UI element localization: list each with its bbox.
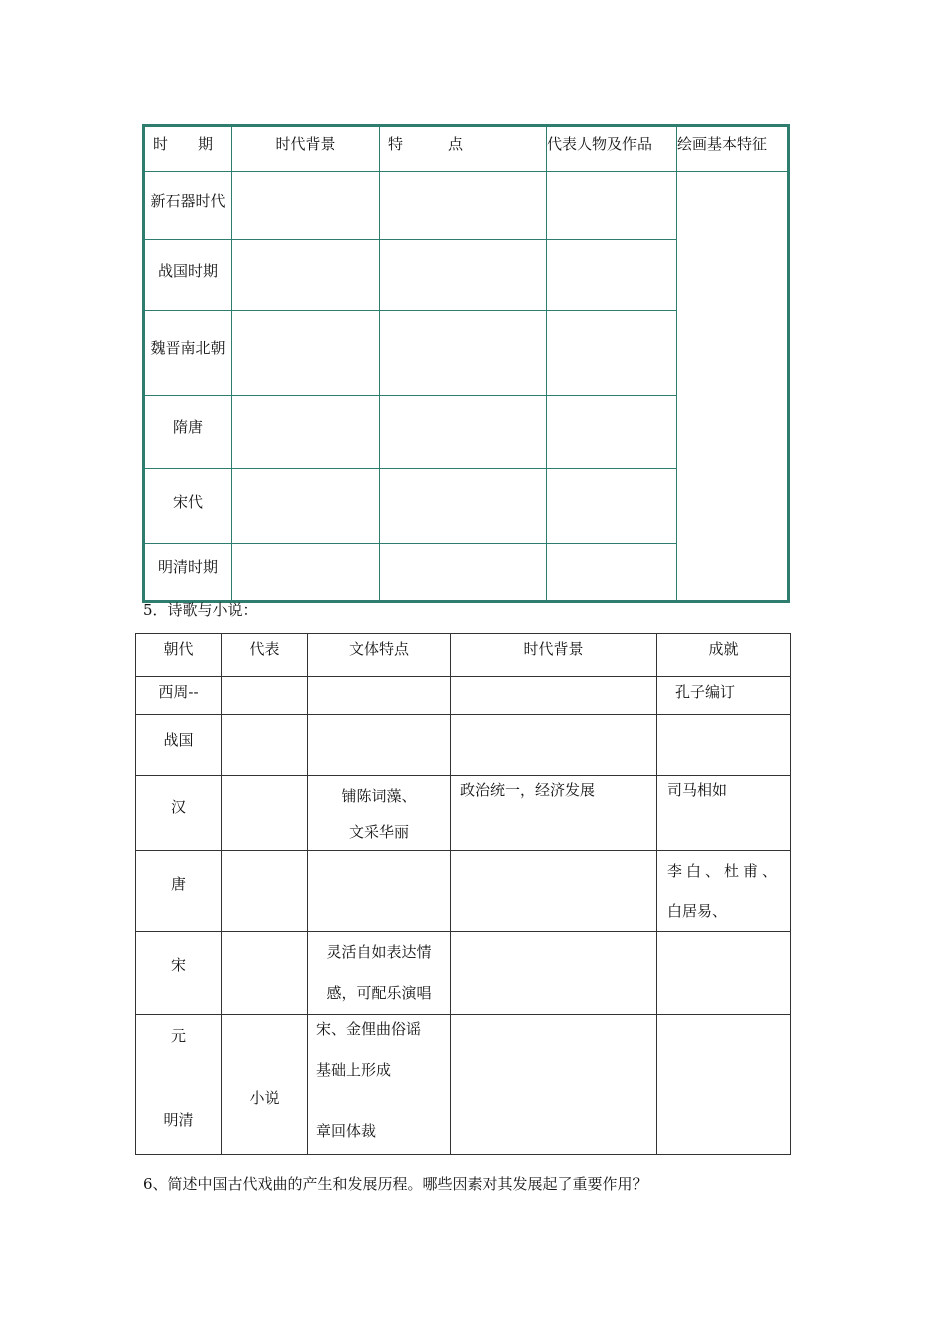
table-row (136, 677, 791, 715)
style-line: 灵活自如表达情 (326, 943, 432, 961)
header-features: 特 点 (380, 126, 547, 172)
style-line: 基础上形成 (316, 1061, 392, 1079)
style-line: 铺陈词藻、 (341, 787, 417, 805)
style-cell (308, 776, 451, 851)
painting-periods-table (142, 124, 790, 603)
table-header-row (144, 126, 789, 172)
header-period: 时 期 (144, 126, 232, 172)
dynasty-cell: 西周-- (136, 677, 222, 715)
row-label: 隋唐 (144, 396, 232, 469)
question-6: 6、简述中国古代戏曲的产生和发展历程。哪些因素对其发展起了重要作用？ (143, 1175, 648, 1193)
table-row (136, 851, 791, 932)
representative-cell: 小说 (222, 1015, 308, 1155)
header-representative: 代表 (222, 634, 308, 677)
achievement-cell (657, 851, 791, 932)
dynasty-cell: 汉 (136, 776, 222, 851)
table-row (136, 932, 791, 1015)
table-row (136, 715, 791, 776)
table-row (136, 1015, 791, 1155)
dynasty-cell (136, 1015, 222, 1155)
achievement-cell: 司马相如 (657, 776, 791, 851)
style-cell (308, 1015, 451, 1155)
row-label: 魏晋南北朝 (144, 311, 232, 396)
header-achievement: 成就 (657, 634, 791, 677)
header-painting-features: 绘画基本特征 (677, 126, 789, 172)
poetry-novel-table (135, 633, 791, 1155)
table-row (144, 172, 789, 240)
header-background: 时代背景 (451, 634, 657, 677)
section-5-title: 5．诗歌与小说： (143, 601, 258, 619)
header-style: 文体特点 (308, 634, 451, 677)
dynasty-cell: 宋 (136, 932, 222, 1015)
painting-features-cell (677, 172, 789, 602)
table-header-row (136, 634, 791, 677)
style-cell (308, 932, 451, 1015)
dynasty-cell: 唐 (136, 851, 222, 932)
style-line: 感，可配乐演唱 (326, 984, 432, 1002)
achievement-line: 白居易、 (667, 902, 728, 920)
dynasty-line: 明清 (163, 1111, 194, 1129)
table-row (136, 776, 791, 851)
header-representatives: 代表人物及作品 (547, 126, 677, 172)
background-cell: 政治统一，经济发展 (451, 776, 657, 851)
style-line: 章回体裁 (316, 1122, 377, 1140)
style-line: 文采华丽 (348, 823, 409, 841)
achievement-cell: 孔子编订 (657, 677, 791, 715)
row-label: 战国时期 (144, 240, 232, 311)
dynasty-line: 元 (170, 1027, 186, 1045)
dynasty-cell: 战国 (136, 715, 222, 776)
row-label: 新石器时代 (144, 172, 232, 240)
style-line: 宋、金俚曲俗谣 (316, 1020, 422, 1038)
achievement-line: 李白、杜甫、 (667, 862, 782, 880)
header-dynasty: 朝代 (136, 634, 222, 677)
row-label: 明清时期 (144, 544, 232, 602)
row-label: 宋代 (144, 469, 232, 544)
header-background: 时代背景 (232, 126, 380, 172)
